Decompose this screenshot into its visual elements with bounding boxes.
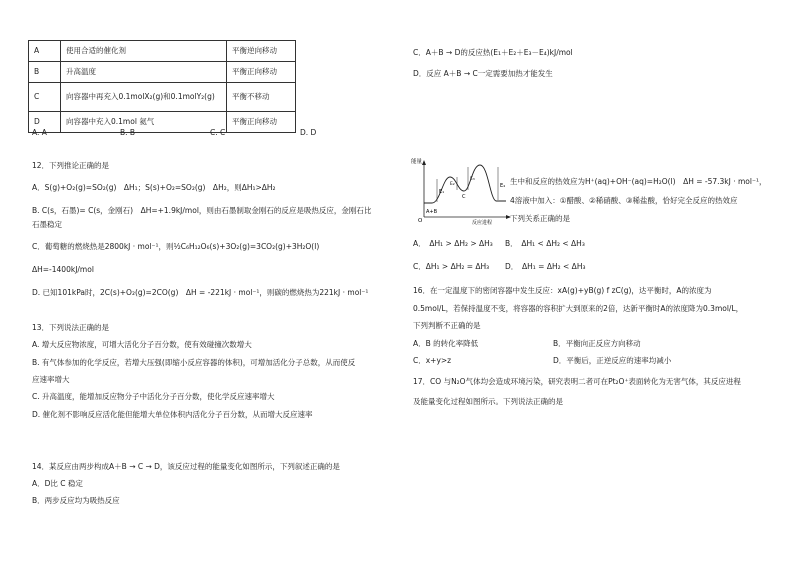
question-12-option-b: B. C(s，石墨)= C(s，金刚石) ΔH=+1.9kJ/mol，则由石墨制取金刚石的反应是吸热反应，金刚石比: [32, 206, 372, 215]
answer-option-a[interactable]: A. A: [32, 128, 47, 137]
table-cell: 平衡不移动: [227, 83, 296, 112]
question-14-option-c: C．A＋B → D的反应热(E₁＋E₂＋E₃－E₄)kJ/mol: [413, 48, 573, 57]
question-17-stem-2: 及能量变化过程如图所示。下列说法正确的是: [413, 397, 563, 406]
label-e1: E₁: [439, 189, 445, 195]
diagram-origin: O: [418, 218, 423, 224]
table-row: [29, 41, 296, 62]
question-12-option-d: D. 已知101kPa时，2C(s)+O₂(g)=2CO(g) ΔH = -221kJ · mol⁻¹，则碳的燃烧热为221kJ · mol⁻¹: [32, 288, 369, 297]
question-12-stem: 12．下列推论正确的是: [32, 161, 110, 170]
diagram-xlabel: 反应进程: [472, 220, 493, 225]
table-cell: D: [29, 112, 61, 133]
question-15-option-d: D． ΔH₁ = ΔH₂ < ΔH₃: [505, 262, 586, 271]
table-cell: 使用合适的催化剂: [61, 41, 227, 62]
label-ab: A+B: [426, 209, 438, 215]
label-e2: E₂: [450, 182, 455, 187]
question-13-option-b: B. 有气体参加的化学反应，若增大压强(即缩小反应容器的体积)，可增加活化分子总数，从而使反: [32, 358, 356, 367]
question-16-stem-3: 下列判断不正确的是: [413, 321, 481, 330]
label-e3: E₃: [470, 177, 475, 182]
table-cell: 平衡逆向移动: [227, 41, 296, 62]
label-c: C: [462, 194, 466, 200]
question-15-option-c: C．ΔH₁ > ΔH₂ = ΔH₃: [413, 262, 490, 271]
question-14-option-d: D．反应 A＋B → C一定需要加热才能发生: [413, 69, 553, 78]
answer-option-c[interactable]: C. C: [210, 128, 226, 137]
table-row: [29, 62, 296, 83]
answer-option-b[interactable]: B. B: [120, 128, 136, 137]
question-16-stem-2: 0.5mol/L，若保持温度不变，将容器的容积扩大到原来的2倍，达新平衡时A的浓度降为0.3mol/L，: [413, 304, 744, 313]
question-16-option-b: B．平衡向正反应方向移动: [553, 339, 641, 348]
question-12-option-c: C．葡萄糖的燃烧热是2800kJ · mol⁻¹，则½C₆H₁₂O₆(s)+3O₂(g)=3CO₂(g)+3H₂O(l): [32, 242, 320, 251]
question-15-stem-1: 生中和反应的热效应为H⁺(aq)+OH⁻(aq)=H₂O(l) ΔH = -57.3kJ · mol⁻¹，: [510, 177, 767, 186]
question-16-option-c: C．x+y>z: [413, 356, 452, 365]
question-14-option-a: A．D比 C 稳定: [32, 479, 83, 488]
question-14-stem: 14．某反应由两步构成A＋B → C → D，该反应过程的能量变化如图所示，下列叙述正确的是: [32, 462, 340, 471]
options-table: [28, 40, 296, 133]
question-14-option-b: B．两步反应均为吸热反应: [32, 496, 120, 505]
question-15-stem-3: 下列关系正确的是: [510, 214, 570, 223]
table-cell: 向容器中充入0.1mol 氦气: [61, 112, 227, 133]
question-13-option-d: D. 催化剂不影响反应活化能但能增大单位体积内活化分子百分数，从而增大反应速率: [32, 410, 313, 419]
question-12-option-a: A．S(g)+O₂(g)=SO₂(g) ΔH₁；S(s)+O₂=SO₂(g) ΔH₂，则ΔH₁>ΔH₂: [32, 183, 276, 192]
table-cell: 升高温度: [61, 62, 227, 83]
answer-option-d[interactable]: D. D: [300, 128, 317, 137]
question-13-option-c: C. 升高温度，能增加反应物分子中活化分子百分数，使化学反应速率增大: [32, 392, 275, 401]
energy-diagram: [410, 155, 516, 225]
label-e4: E₄: [500, 183, 506, 189]
question-17-stem-1: 17．CO 与N₂O气体均会造成环境污染，研究表明二者可在Pt₂O⁺表面转化为无害气体，其反应进程: [413, 377, 741, 386]
options-table-body: [29, 41, 296, 133]
question-16-option-a: A．B 的转化率降低: [413, 339, 479, 348]
question-12-option-c-cont: ΔH=-1400kJ/mol: [32, 265, 94, 274]
question-12-option-b-cont: 石墨稳定: [32, 220, 62, 229]
question-13-option-a: A. 增大反应物浓度，可增大活化分子百分数，使有效碰撞次数增大: [32, 340, 252, 349]
question-16-stem-1: 16．在一定温度下的密闭容器中发生反应：xA(g)+yB(g) f zC(g)，达平衡时，A的浓度为: [413, 286, 712, 295]
question-13-stem: 13．下列说法正确的是: [32, 323, 110, 332]
question-13-option-b-cont: 应速率增大: [32, 375, 70, 384]
diagram-ylabel: 能量: [411, 159, 423, 165]
question-15-option-a: A． ΔH₁ > ΔH₂ > ΔH₃: [413, 239, 493, 248]
table-cell: A: [29, 41, 61, 62]
question-15-stem-2: 4溶液中加入：①醋酸、②稀硝酸、③稀盐酸，恰好完全反应的热效应: [510, 196, 738, 205]
table-row: [29, 112, 296, 133]
table-row: [29, 83, 296, 112]
question-16-option-d: D．平衡后，正逆反应的速率均减小: [553, 356, 672, 365]
table-cell: C: [29, 83, 61, 112]
table-cell: B: [29, 62, 61, 83]
table-cell: 平衡正向移动: [227, 112, 296, 133]
table-cell: 向容器中再充入0.1molX₂(g)和0.1molY₂(g): [61, 83, 227, 112]
table-cell: 平衡正向移动: [227, 62, 296, 83]
y-axis-arrow: [422, 160, 426, 165]
question-15-option-b: B． ΔH₁ < ΔH₂ < ΔH₃: [505, 239, 585, 248]
